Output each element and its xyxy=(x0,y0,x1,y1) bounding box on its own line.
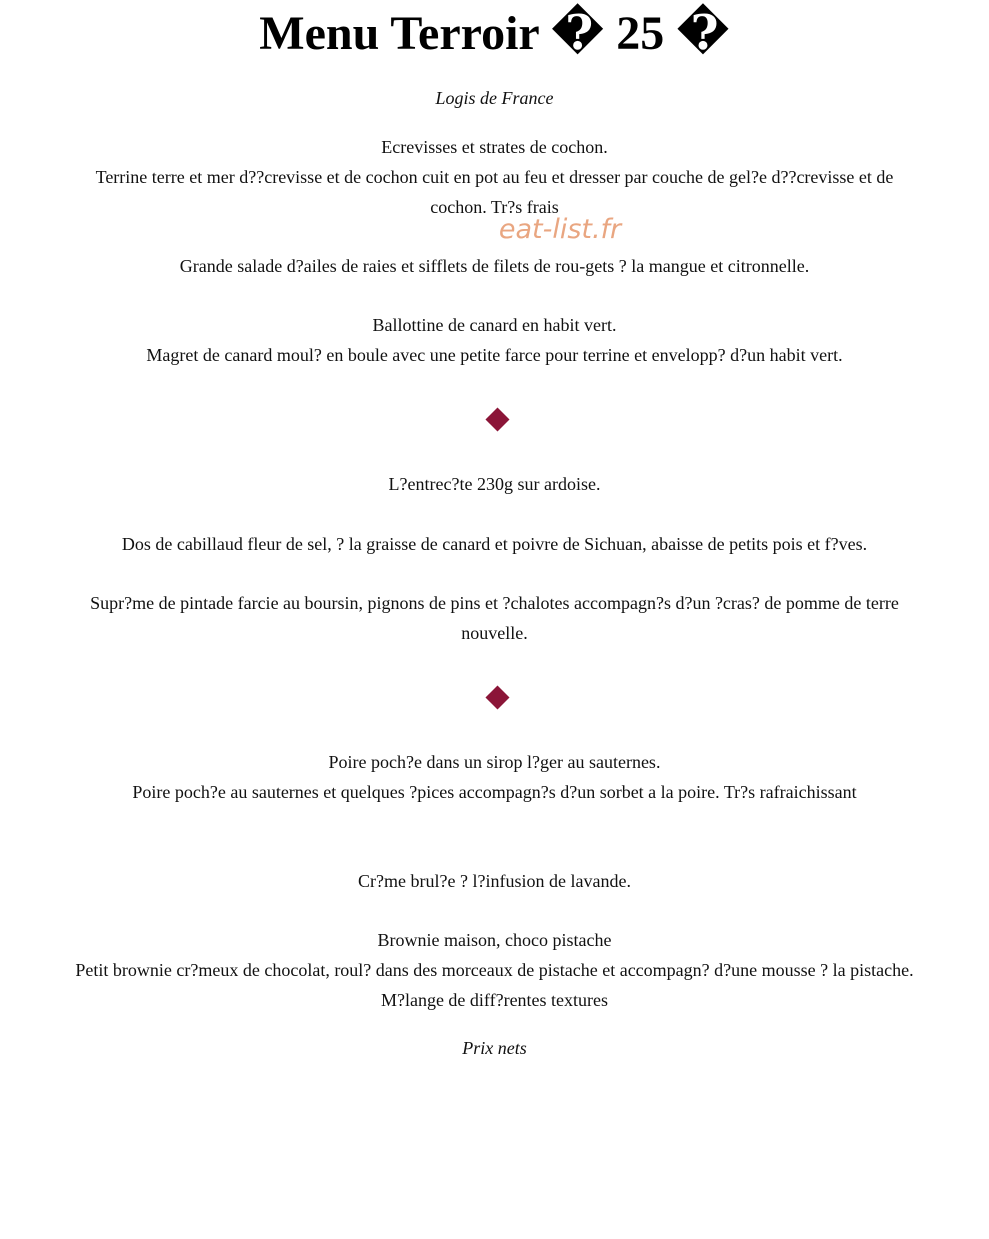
plat-3-name-line-1: Supr?me de pintade farcie au boursin, pignons de pins et ?chalotes accompagn?s d?un ?cras? de pomme de terre xyxy=(90,593,899,613)
diamond-icon xyxy=(485,407,509,431)
price-note: Prix nets xyxy=(462,1038,527,1058)
entree-1-name: Ecrevisses et strates de cochon. xyxy=(381,137,608,157)
menu-title: Menu Terroir � 25 � xyxy=(259,7,730,60)
entree-1-desc-line-1: Terrine terre et mer d??crevisse et de cochon cuit en pot au feu et dresser par couche de gel?e d??crevisse et de xyxy=(95,167,894,187)
dessert-1-desc: Poire poch?e au sauternes et quelques ?pices accompagn?s d?un sorbet a la poire. Tr?s rafraichissant xyxy=(132,782,857,802)
entree-3-name: Ballottine de canard en habit vert. xyxy=(372,315,617,335)
dessert-1-name: Poire poch?e dans un sirop l?ger au sauternes. xyxy=(328,752,661,772)
entree-2-name: Grande salade d?ailes de raies et sifflets de filets de rou-gets ? la mangue et citronnelle. xyxy=(179,256,810,276)
dessert-3-desc-line-1: Petit brownie cr?meux de chocolat, roul? dans des morceaux de pistache et accompagn? d?une mousse ? la pistache. xyxy=(75,960,914,980)
dessert-3-desc-line-2: M?lange de diff?rentes textures xyxy=(380,990,609,1010)
entree-1-desc-line-2: cochon. Tr?s frais xyxy=(430,197,559,217)
menu-subtitle: Logis de France xyxy=(435,88,554,108)
dessert-2-name: Cr?me brul?e ? l?infusion de lavande. xyxy=(358,871,631,891)
plat-2-name: Dos de cabillaud fleur de sel, ? la graisse de canard et poivre de Sichuan, abaisse de petits pois et f?ves. xyxy=(121,534,868,554)
dessert-3-name: Brownie maison, choco pistache xyxy=(377,930,612,950)
diamond-icon xyxy=(485,685,509,709)
entree-3-desc: Magret de canard moul? en boule avec une petite farce pour terrine et envelopp? d?un habit vert. xyxy=(146,345,843,365)
plat-3-name-line-2: nouvelle. xyxy=(461,623,528,643)
watermark-logo: eat-list.fr xyxy=(498,214,622,245)
plat-1-name: L?entrec?te 230g sur ardoise. xyxy=(388,474,601,494)
